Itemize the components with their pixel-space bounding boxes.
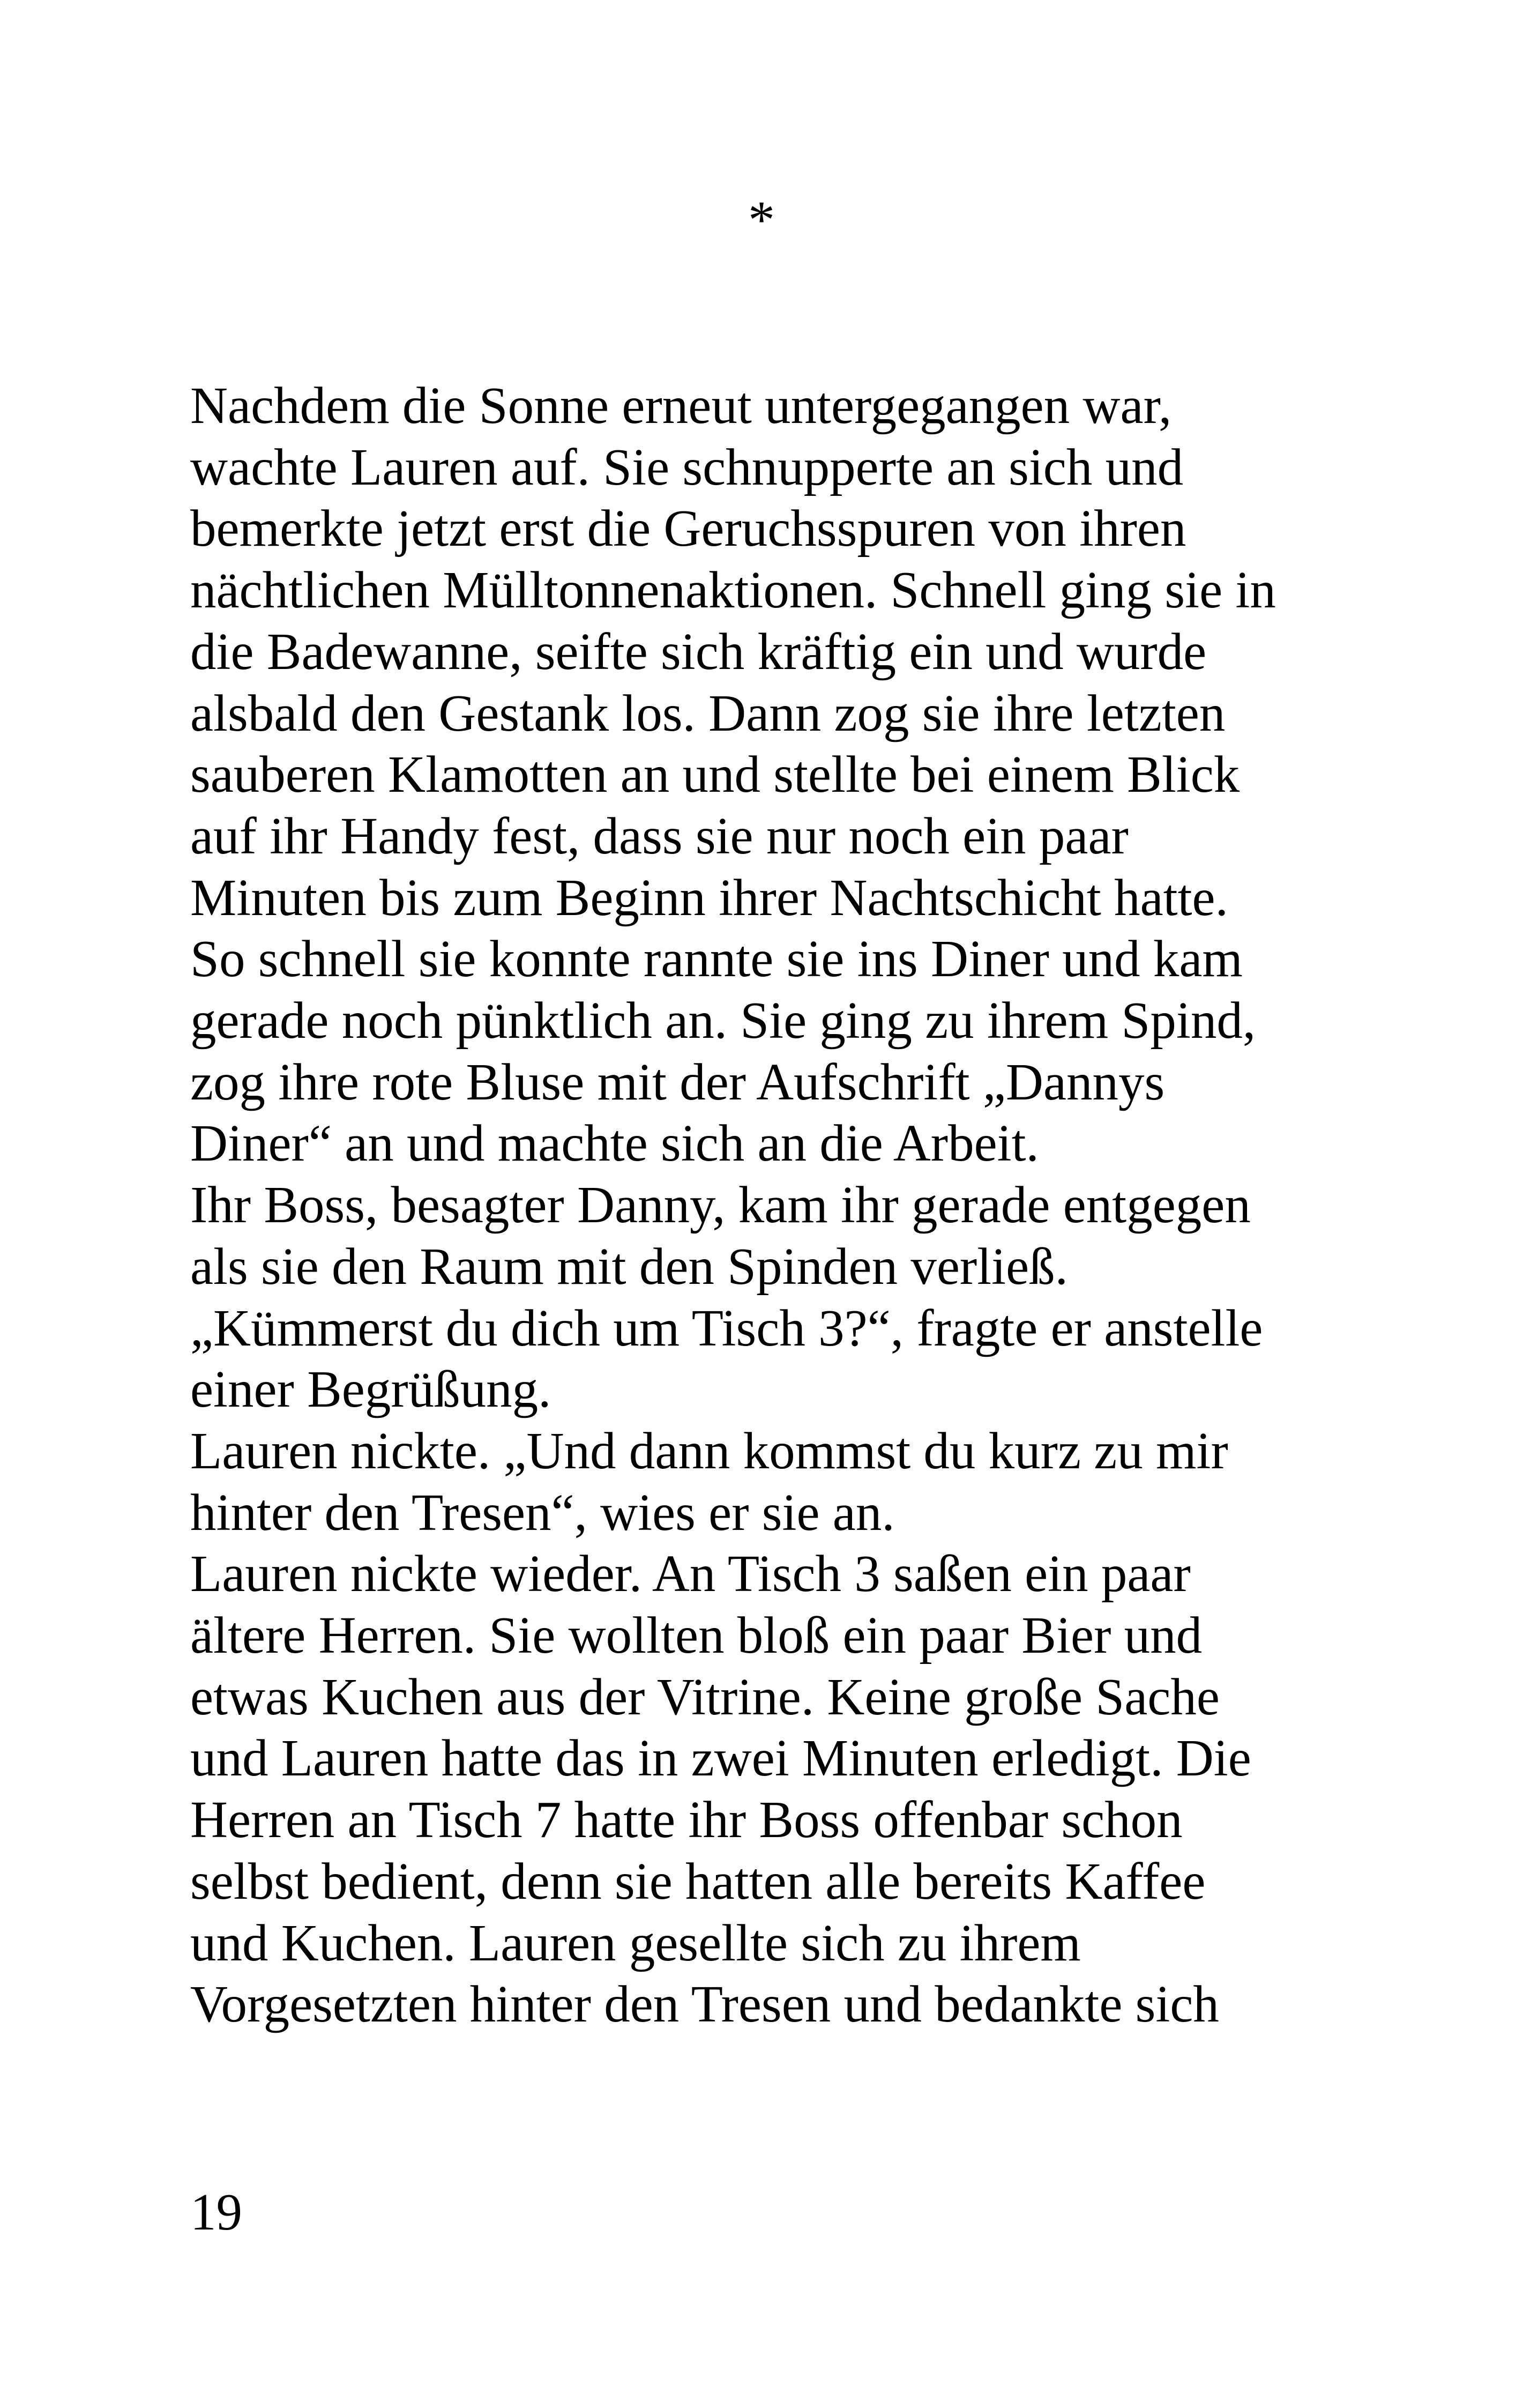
text-line: selbst bedient, denn sie hatten alle bereits Kaffee: [190, 1852, 1206, 1910]
text-line: nächtlichen Mülltonnenaktionen. Schnell ging sie in: [190, 561, 1276, 619]
text-line: und Kuchen. Lauren gesellte sich zu ihrem: [190, 1914, 1081, 1972]
body-text: [190, 375, 1369, 2035]
text-line: bemerkte jetzt erst die Geruchsspuren von ihren: [190, 500, 1186, 558]
text-line: als sie den Raum mit den Spinden verließ.: [190, 1237, 1068, 1295]
text-line: Ihr Boss, besagter Danny, kam ihr gerade entgegen: [190, 1176, 1251, 1234]
text-line: gerade noch pünktlich an. Sie ging zu ihrem Spind,: [190, 992, 1256, 1050]
text-line: Vorgesetzten hinter den Tresen und bedankte sich: [190, 1975, 1219, 2033]
text-line: sauberen Klamotten an und stellte bei einem Blick: [190, 746, 1240, 804]
text-line: wachte Lauren auf. Sie schnupperte an sich und: [190, 438, 1184, 496]
text-line: Nachdem die Sonne erneut untergegangen war,: [190, 377, 1172, 434]
text-line: Minuten bis zum Beginn ihrer Nachtschicht hatte.: [190, 868, 1228, 926]
text-line: auf ihr Handy fest, dass sie nur noch ein paar: [190, 807, 1129, 865]
text-line: einer Begrüßung.: [190, 1361, 551, 1418]
page-number: 19: [190, 2183, 242, 2241]
text-line: zog ihre rote Bluse mit der Aufschrift „Dannys: [190, 1053, 1165, 1111]
text-line: die Badewanne, seifte sich kräftig ein und wurde: [190, 622, 1207, 680]
text-line: alsbald den Gestank los. Dann zog sie ihre letzten: [190, 684, 1226, 742]
text-line: Diner“ an und machte sich an die Arbeit.: [190, 1114, 1039, 1172]
text-line: Herren an Tisch 7 hatte ihr Boss offenbar schon: [190, 1791, 1183, 1849]
text-line: „Kümmerst du dich um Tisch 3?“, fragte er anstelle: [190, 1299, 1263, 1357]
text-line: Lauren nickte wieder. An Tisch 3 saßen ein paar: [190, 1545, 1191, 1603]
text-line: etwas Kuchen aus der Vitrine. Keine große Sache: [190, 1668, 1220, 1726]
text-line: Lauren nickte. „Und dann kommst du kurz zu mir: [190, 1422, 1228, 1480]
text-line: und Lauren hatte das in zwei Minuten erledigt. Die: [190, 1729, 1251, 1787]
text-line: So schnell sie konnte rannte sie ins Diner und kam: [190, 930, 1243, 988]
text-line: hinter den Tresen“, wies er sie an.: [190, 1483, 895, 1541]
text-line: ältere Herren. Sie wollten bloß ein paar Bier und: [190, 1607, 1203, 1664]
section-break-asterisk: *: [748, 190, 775, 249]
